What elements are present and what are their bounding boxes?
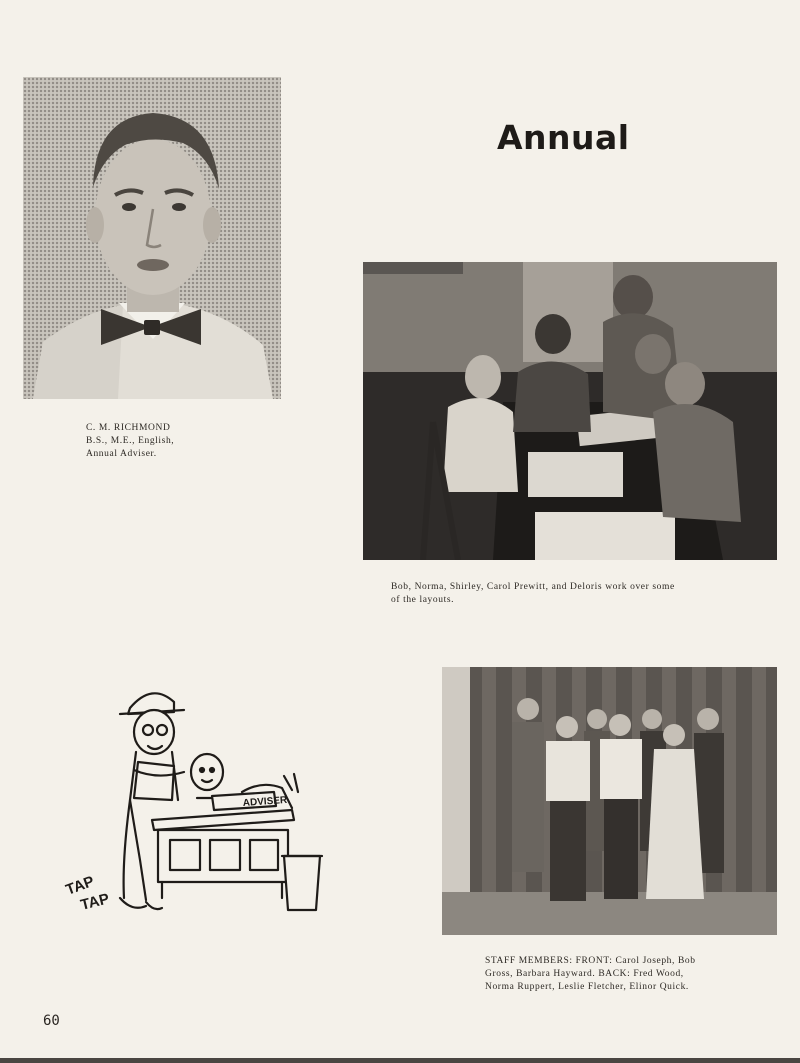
staff-caption-line3: Norma Ruppert, Leslie Fletcher, Elinor Quick. [485,982,689,992]
cartoon-tap-2: TAP [78,890,112,914]
work-photo-caption [391,581,675,607]
cartoon-tap-1: TAP [63,872,97,899]
portrait-caption-role: Annual Adviser. [86,449,157,459]
portrait-photo [23,77,281,399]
portrait-caption [86,422,174,461]
staff-photo [442,667,777,935]
staff-photo-caption [485,955,696,994]
cartoon-sign-text: ADVISER [242,794,288,809]
work-photo-illustration [363,262,777,560]
page-number: 60 [43,1013,60,1029]
staff-photo-illustration [442,667,777,935]
portrait-illustration [23,77,281,399]
portrait-caption-name: C. M. RICHMOND [86,423,171,433]
portrait-caption-degrees: B.S., M.E., English, [86,436,175,446]
scan-edge [0,1058,800,1063]
work-photo-caption-line1: Bob, Norma, Shirley, Carol Prewitt, and Deloris work over some [391,582,675,592]
staff-caption-line2: Gross, Barbara Hayward. BACK: Fred Wood, [485,969,684,979]
staff-caption-line1: STAFF MEMBERS: FRONT: Carol Joseph, Bob [485,956,696,966]
work-photo-caption-line2: of the layouts. [391,595,455,605]
page-title: Annual [497,118,630,157]
adviser-cartoon [62,680,332,920]
cartoon-drawing [62,680,332,920]
work-photo [363,262,777,560]
